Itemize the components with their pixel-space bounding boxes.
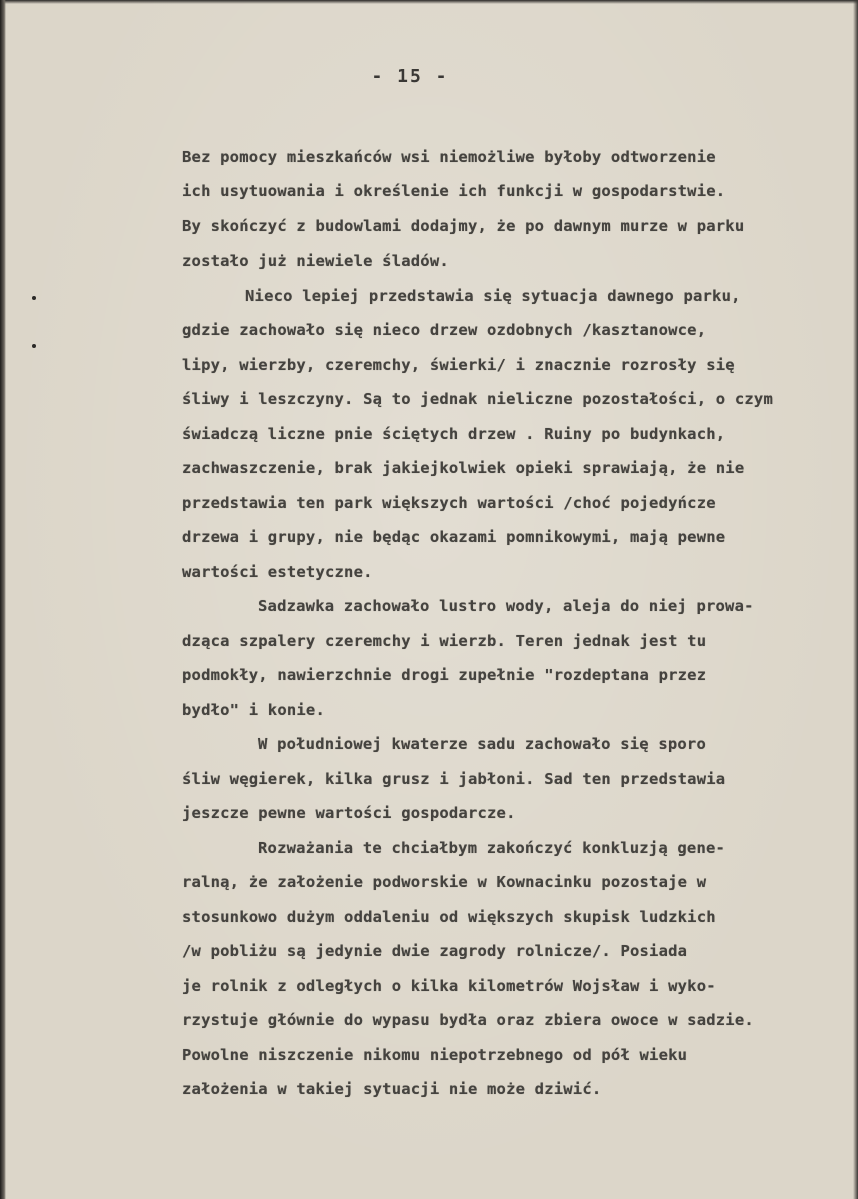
scan-border-left	[0, 0, 6, 1199]
text-line: bydło" i konie.	[182, 701, 325, 719]
text-line: Rozważania te chciałbym zakończyć konkluzją gene-	[258, 839, 726, 857]
text-line: drzewa i grupy, nie będąc okazami pomnikowymi, mają pewne	[182, 528, 726, 546]
scan-border-right	[853, 0, 858, 1199]
text-line: W południowej kwaterze sadu zachowało się sporo	[258, 735, 706, 753]
text-line: Bez pomocy mieszkańców wsi niemożliwe byłoby odtworzenie	[182, 148, 716, 166]
text-line: lipy, wierzby, czeremchy, świerki/ i znacznie rozrosły się	[182, 356, 735, 374]
margin-speck	[32, 344, 36, 348]
text-line: rzystuje głównie do wypasu bydła oraz zbiera owoce w sadzie.	[182, 1011, 754, 1029]
text-line: zostało już niewiele śladów.	[182, 252, 449, 270]
text-line: świadczą liczne pnie ściętych drzew . Ruiny po budynkach,	[182, 425, 726, 443]
text-line: założenia w takiej sytuacji nie może dziwić.	[182, 1080, 602, 1098]
text-line: ralną, że założenie podworskie w Kownacinku pozostaje w	[182, 873, 707, 891]
text-line: dząca szpalery czeremchy i wierzb. Teren jednak jest tu	[182, 632, 707, 650]
text-line: je rolnik z odległych o kilka kilometrów Wojsław i wyko-	[182, 977, 716, 995]
text-line: śliw węgierek, kilka grusz i jabłoni. Sad ten przedstawia	[182, 770, 726, 788]
text-line: podmokły, nawierzchnie drogi zupełnie "rozdeptana przez	[182, 666, 707, 684]
text-line: By skończyć z budowlami dodajmy, że po dawnym murze w parku	[182, 217, 745, 235]
margin-speck	[32, 296, 36, 300]
text-line: Powolne niszczenie nikomu niepotrzebnego od pół wieku	[182, 1046, 688, 1064]
text-line: Sadzawka zachowało lustro wody, aleja do niej prowa-	[258, 597, 754, 615]
text-line: /w pobliżu są jedynie dwie zagrody rolnicze/. Posiada	[182, 942, 688, 960]
text-line: zachwaszczenie, brak jakiejkolwiek opieki sprawiają, że nie	[182, 459, 745, 477]
text-line: Nieco lepiej przedstawia się sytuacja dawnego parku,	[245, 287, 741, 305]
text-line: stosunkowo dużym oddaleniu od większych skupisk ludzkich	[182, 908, 716, 926]
text-line: ich usytuowania i określenie ich funkcji w gospodarstwie.	[182, 182, 726, 200]
text-line: jeszcze pewne wartości gospodarcze.	[182, 804, 516, 822]
text-line: wartości estetyczne.	[182, 563, 373, 581]
text-line: śliwy i leszczyny. Są to jednak nieliczne pozostałości, o czym	[182, 390, 773, 408]
scan-border-top	[0, 0, 858, 4]
text-line: gdzie zachowało się nieco drzew ozdobnych /kasztanowce,	[182, 321, 707, 339]
page-number: - 15 -	[371, 66, 449, 87]
text-line: przedstawia ten park większych wartości /choć pojedyńcze	[182, 494, 716, 512]
